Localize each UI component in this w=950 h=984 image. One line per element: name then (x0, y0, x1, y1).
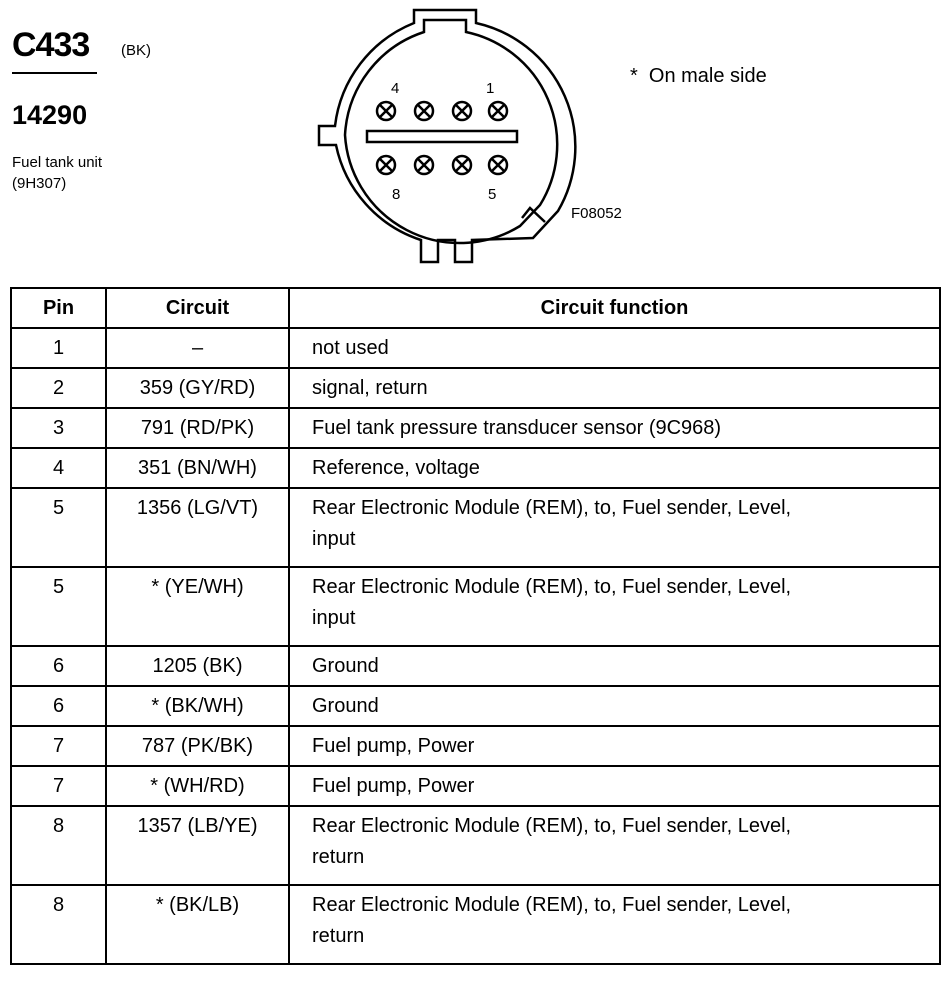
cell-pin-text: 5 (52, 576, 65, 598)
cell-pin (11, 686, 106, 726)
table-row (11, 686, 940, 726)
pin-cavity-1 (489, 102, 507, 120)
cell-function (289, 368, 940, 408)
cell-function (289, 328, 940, 368)
pin-cavity-3 (415, 102, 433, 120)
cell-function-continued: return (312, 846, 365, 868)
cell-circuit-text: * (BK/LB) (155, 894, 240, 916)
cell-pin-text: 1 (52, 337, 65, 359)
cell-pin (11, 448, 106, 488)
cell-function-text: Ground (312, 655, 379, 677)
cell-pin-text: 7 (52, 775, 65, 797)
cell-pin-text: 4 (52, 457, 65, 479)
cell-pin (11, 885, 106, 964)
pin-label-4: 4 (391, 80, 400, 97)
table-row (11, 726, 940, 766)
cell-function-text: Rear Electronic Module (REM), to, Fuel sender, Level, (312, 894, 792, 916)
cell-pin-text: 8 (52, 894, 65, 916)
table-row (11, 408, 940, 448)
cell-function (289, 488, 940, 567)
table-row (11, 885, 940, 964)
component-name: Fuel tank unit (12, 154, 103, 171)
cell-pin (11, 766, 106, 806)
cell-circuit-text: * (WH/RD) (150, 775, 245, 797)
table-header-row (11, 288, 940, 328)
cell-circuit-text: 351 (BN/WH) (138, 457, 257, 479)
cell-function (289, 806, 940, 885)
cell-function (289, 766, 940, 806)
cell-function (289, 726, 940, 766)
cell-function-text: Reference, voltage (312, 457, 480, 479)
cell-function-text: not used (312, 337, 389, 359)
figure-id: F08052 (571, 205, 622, 222)
connector-color: (BK) (121, 42, 151, 59)
pin-cavity-4 (377, 102, 395, 120)
cell-circuit-text: 1205 (BK) (152, 655, 243, 677)
cell-function-text: Rear Electronic Module (REM), to, Fuel sender, Level, (312, 497, 792, 519)
cell-function (289, 448, 940, 488)
cell-pin-text: 5 (52, 497, 65, 519)
male-side-note: * On male side (630, 65, 767, 87)
cell-pin-text: 6 (52, 695, 65, 717)
cell-function-continued: input (312, 528, 356, 550)
cell-circuit-text: 791 (RD/PK) (140, 417, 255, 439)
cell-function-continued: return (312, 925, 365, 947)
connector-id: C433 (12, 26, 90, 64)
connector-face-diagram (310, 5, 580, 267)
header-circuit-function: Circuit function (289, 288, 940, 328)
cell-circuit (106, 488, 289, 567)
cell-circuit (106, 686, 289, 726)
pin-cavity-8 (377, 156, 395, 174)
table-row (11, 328, 940, 368)
table-row (11, 766, 940, 806)
cell-pin-text: 8 (52, 815, 65, 837)
cell-circuit-text: * (YE/WH) (151, 576, 244, 598)
pin-cavity-2 (453, 102, 471, 120)
cell-pin (11, 368, 106, 408)
pin-table-body (11, 328, 940, 964)
table-row (11, 567, 940, 646)
cell-circuit (106, 567, 289, 646)
header-pin: Pin (11, 288, 106, 328)
cell-function (289, 686, 940, 726)
cell-function (289, 408, 940, 448)
table-row (11, 448, 940, 488)
part-number: 14290 (12, 100, 88, 130)
cell-circuit (106, 408, 289, 448)
pin-cavity-5 (489, 156, 507, 174)
cell-circuit (106, 646, 289, 686)
pin-label-1: 1 (486, 80, 495, 97)
cell-pin-text: 2 (52, 377, 65, 399)
cell-function-continued: input (312, 607, 356, 629)
cell-circuit-text: * (BK/WH) (151, 695, 244, 717)
pin-table (10, 287, 941, 965)
cell-function-text: Rear Electronic Module (REM), to, Fuel sender, Level, (312, 576, 792, 598)
pin-label-8: 8 (392, 186, 401, 203)
cell-function-text: Ground (312, 695, 379, 717)
cell-circuit-text: 359 (GY/RD) (139, 377, 256, 399)
pin-cavity-6 (453, 156, 471, 174)
cell-circuit-text: 787 (PK/BK) (141, 735, 254, 757)
cell-function-text: Fuel pump, Power (312, 735, 475, 757)
cell-function-text: signal, return (312, 377, 428, 399)
cell-pin (11, 726, 106, 766)
cell-pin (11, 567, 106, 646)
cell-function-text: Rear Electronic Module (REM), to, Fuel sender, Level, (312, 815, 792, 837)
header-circuit: Circuit (106, 288, 289, 328)
cell-function-text: Fuel pump, Power (312, 775, 475, 797)
cell-function (289, 885, 940, 964)
pin-cavity-7 (415, 156, 433, 174)
cell-pin (11, 806, 106, 885)
table-row (11, 806, 940, 885)
component-code: (9H307) (12, 175, 67, 192)
connector-id-underline (12, 72, 97, 74)
cell-function (289, 567, 940, 646)
cell-circuit (106, 328, 289, 368)
table-row (11, 488, 940, 567)
cell-pin (11, 408, 106, 448)
cell-pin-text: 3 (52, 417, 65, 439)
cell-circuit-text: – (191, 337, 204, 359)
cell-circuit (106, 766, 289, 806)
cell-circuit-text: 1356 (LG/VT) (136, 497, 259, 519)
cell-circuit (106, 368, 289, 408)
cell-pin (11, 488, 106, 567)
pin-label-5: 5 (488, 186, 497, 203)
cell-circuit (106, 885, 289, 964)
cell-function-text: Fuel tank pressure transducer sensor (9C968) (312, 417, 722, 439)
table-row (11, 646, 940, 686)
cell-circuit (106, 726, 289, 766)
cell-pin-text: 6 (52, 655, 65, 677)
cell-pin-text: 7 (52, 735, 65, 757)
cell-circuit (106, 806, 289, 885)
cell-circuit (106, 448, 289, 488)
cell-pin (11, 328, 106, 368)
table-row (11, 368, 940, 408)
cell-circuit-text: 1357 (LB/YE) (137, 815, 258, 837)
polarizing-key (367, 131, 517, 142)
cell-function (289, 646, 940, 686)
cell-pin (11, 646, 106, 686)
